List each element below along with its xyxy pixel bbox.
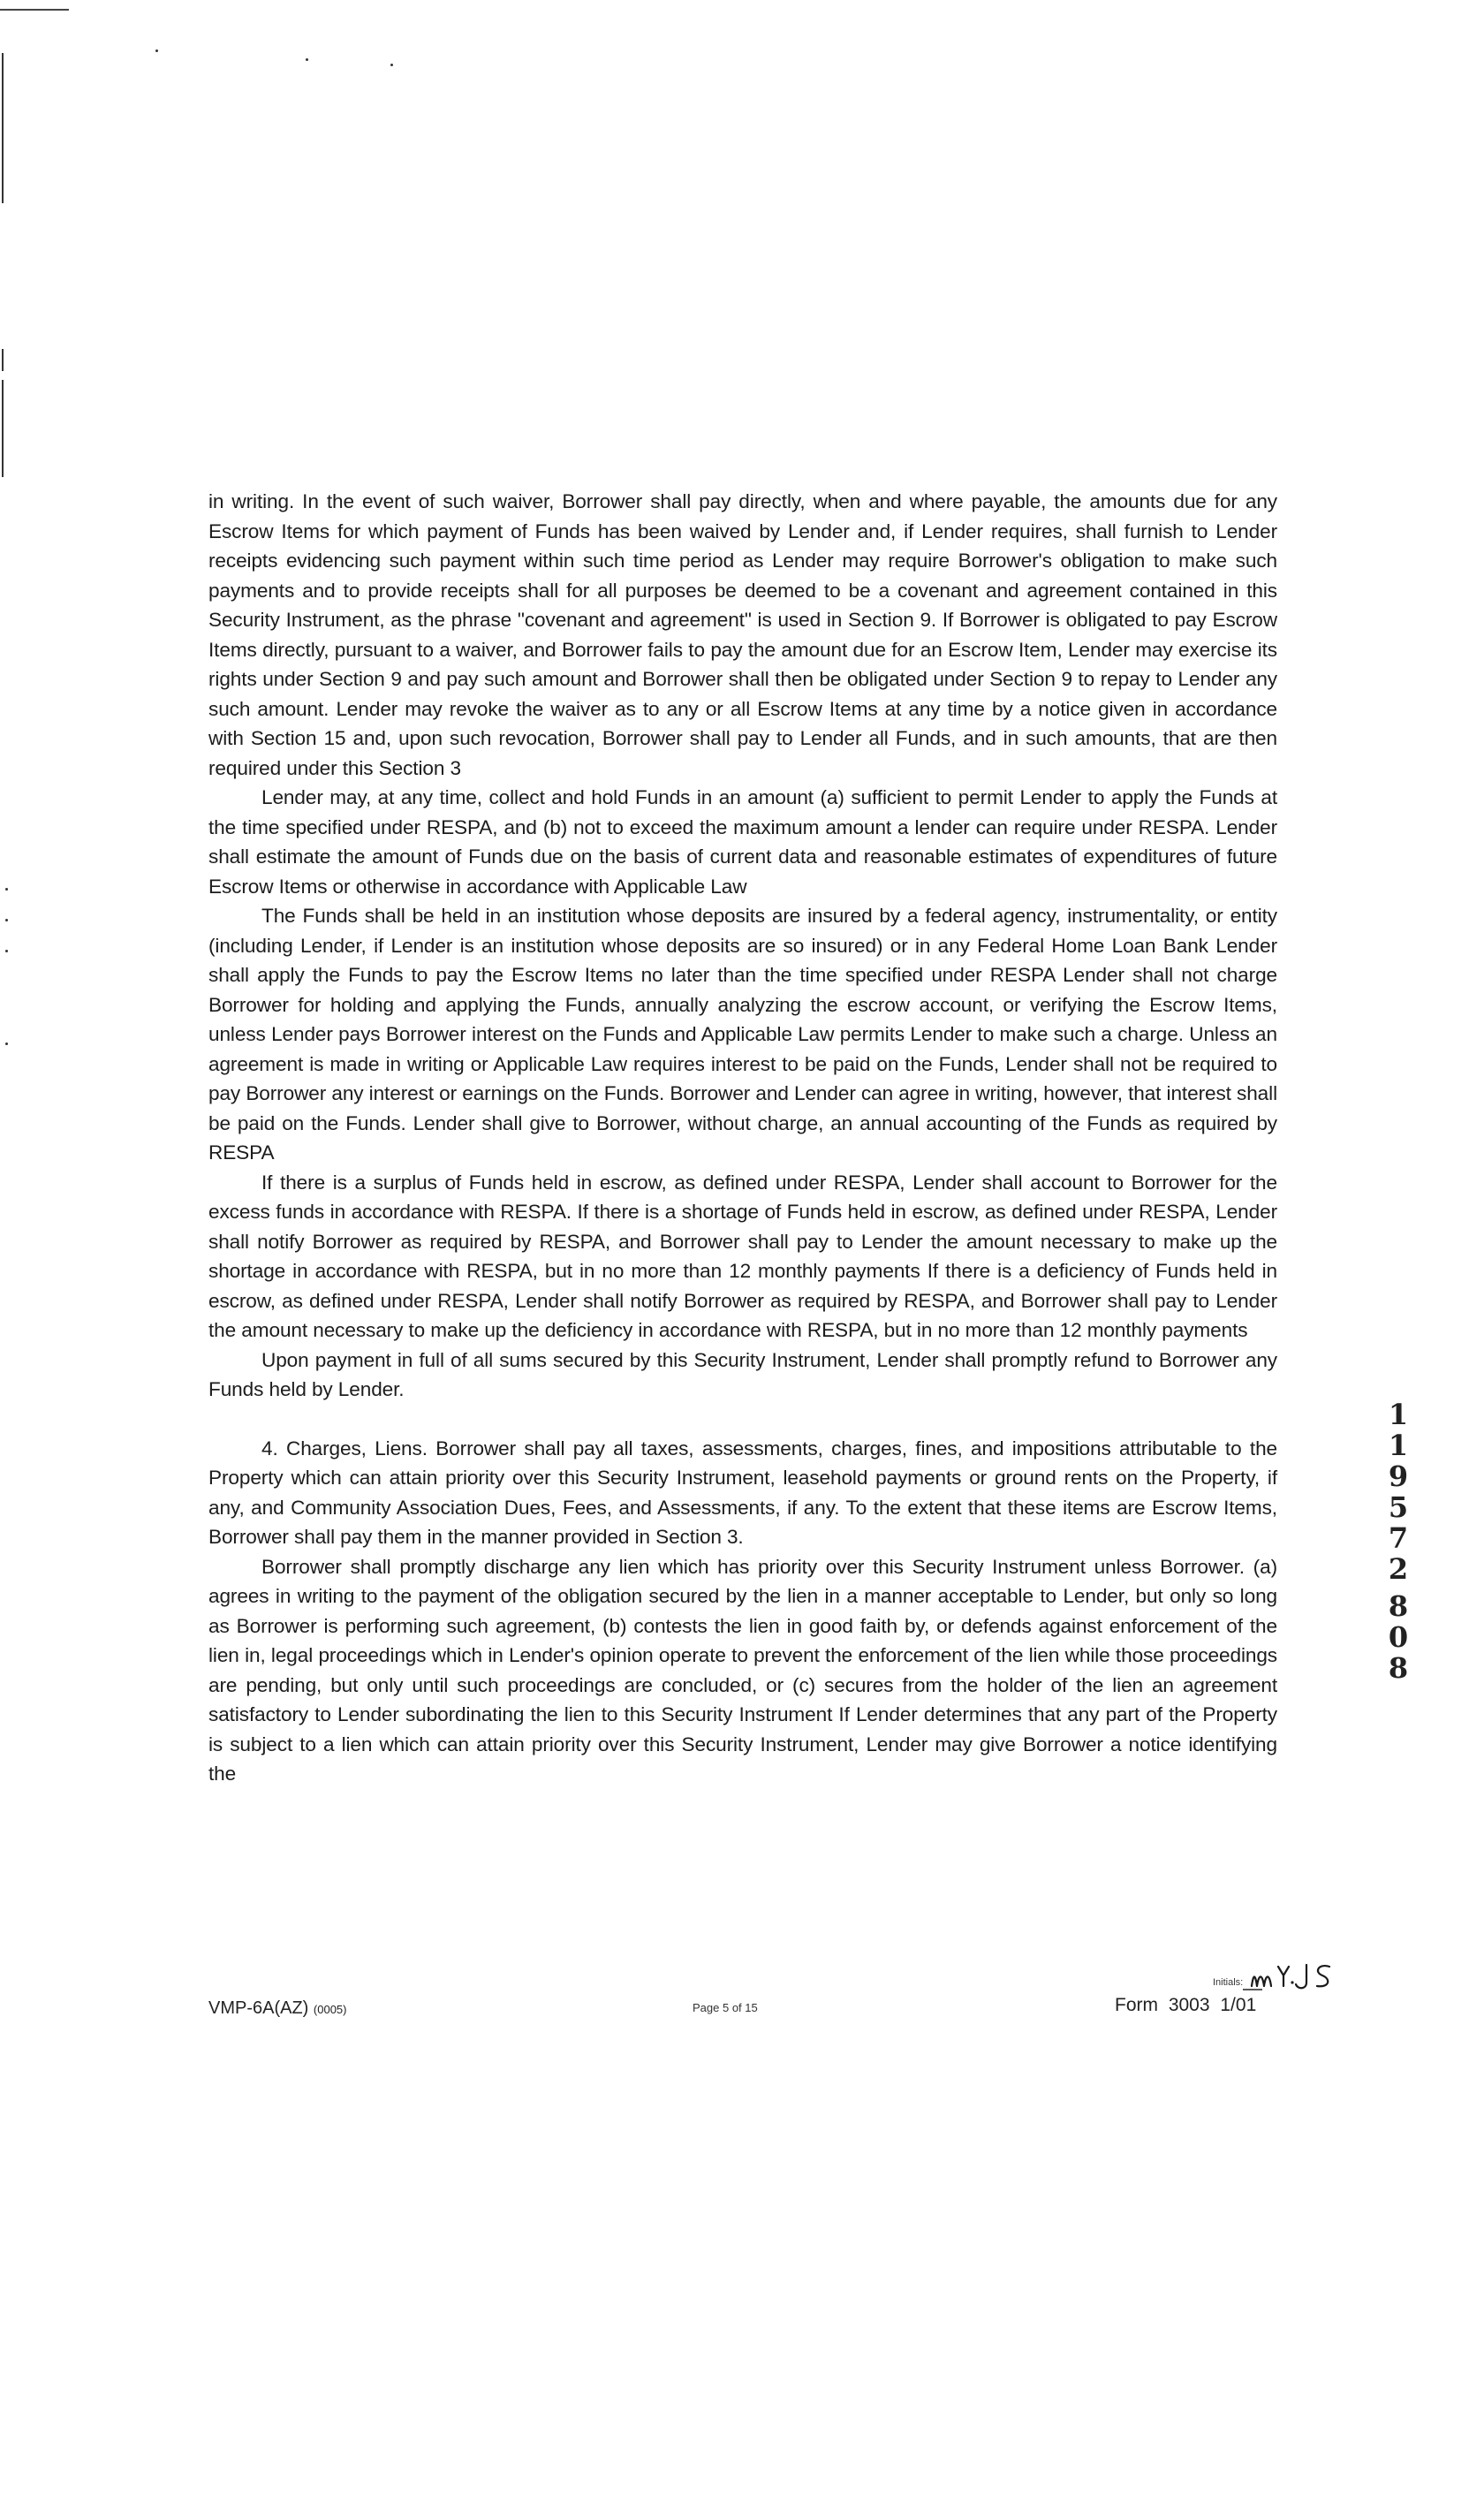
footer-form-number: Form 3003 1/01 <box>1115 1995 1257 2015</box>
stamp-digit: 1 <box>1388 1429 1409 1462</box>
paragraph-discharge-lien: Borrower shall promptly discharge any lien which has priority over this Security Instrument unless Borrower. (a) agrees in writing to the payment of the obligation secured by the lien in a manner acceptable to Lender, but only so long as Borrower is performing such agreement, (b) contests the lien in good faith by, or defends against enforcement of the lien in, legal proceedings which in Lender's opinion operate to prevent the enforcement of the lien while those proceedings are pending, but only until such proceedings are concluded, or (c) secures from the holder of the lien an agreement satisfactory to Lender subordinating the lien to this Security Instrument If Lender determines that any part of the Property is subject to a lien which can attain priority over this Security Instrument, Lender may give Borrower a notice identifying the <box>208 1555 1277 1785</box>
recording-number-stamp <box>1381 1399 1416 1684</box>
footer-page-number: Page 5 of 15 <box>693 2001 758 2014</box>
document-body <box>208 487 1277 1789</box>
stamp-digit: 0 <box>1388 1620 1409 1654</box>
stamp-digit: 2 <box>1388 1552 1409 1586</box>
scan-dot <box>390 64 393 66</box>
stamp-digit: 1 <box>1388 1398 1409 1431</box>
scan-artifact-line <box>0 9 69 11</box>
stamp-digit: 5 <box>1388 1490 1409 1524</box>
paragraph-refund: Upon payment in full of all sums secured by this Security Instrument, Lender shall promptly refund to Borrower any Funds held by Lender. <box>208 1348 1277 1400</box>
form-code-suffix: (0005) <box>313 2003 347 2016</box>
scan-edge-mark <box>2 380 4 477</box>
paragraph-surplus: If there is a surplus of Funds held in escrow, as defined under RESPA, Lender shall account to Borrower for the excess funds in accordance with RESPA. If there is a shortage of Funds held in escrow, as defined under RESPA, Lender shall notify Borrower as required by RESPA, and Borrower shall pay to Lender the amount necessary to make up the shortage in accordance with RESPA, but in no more than 12 monthly payments If there is a deficiency of Funds held in escrow, as defined under RESPA, Lender shall notify Borrower as required by RESPA, and Borrower shall pay to Lender the amount necessary to make up the deficiency in accordance with RESPA, but in no more than 12 monthly payments <box>208 1171 1277 1341</box>
scan-dot <box>5 888 8 891</box>
scan-dot <box>5 919 8 921</box>
scan-edge-mark <box>2 53 4 203</box>
scan-dot <box>5 1042 8 1045</box>
section-4-charges-liens: 4. Charges, Liens. Borrower shall pay all taxes, assessments, charges, fines, and impositions attributable to the Property which can attain priority over this Security Instrument, leasehold payments or ground rents on the Property, if any, and Community Association Dues, Fees, and Assessments, if any. To the extent that these items are Escrow Items, Borrower shall pay them in the manner provided in Section 3. <box>208 1437 1277 1548</box>
scan-dot <box>155 49 158 52</box>
scan-dot <box>5 950 8 952</box>
footer-form-code <box>208 1998 346 2019</box>
stamp-digit: 7 <box>1388 1521 1409 1555</box>
paragraph-funds-held: The Funds shall be held in an institution whose deposits are insured by a federal agency, instrumentality, or entity (including Lender, if Lender is an institution whose deposits are so insured) or in any Federal Home Loan Bank Lender shall apply the Funds to pay the Escrow Items no later than the time specified under RESPA Lender shall not charge Borrower for holding and applying the Funds, annually analyzing the escrow account, or verifying the Escrow Items, unless Lender pays Borrower interest on the Funds and Applicable Law permits Lender to make such a charge. Unless an agreement is made in writing or Applicable Law requires interest to be paid on the Funds, Lender shall not be required to pay Borrower any interest or earnings on the Funds. Borrower and Lender can agree in writing, however, that interest shall be paid on the Funds. Lender shall give to Borrower, without charge, an annual accounting of the Funds as required by RESPA <box>208 905 1277 1164</box>
stamp-digit: 8 <box>1388 1589 1409 1623</box>
paragraph-collect-funds: Lender may, at any time, collect and hold Funds in an amount (a) sufficient to permit Lender to apply the Funds at the time specified under RESPA, and (b) not to exceed the maximum amount a lender can require under RESPA. Lender shall estimate the amount of Funds due on the basis of current data and reasonable estimates of expenditures of future Escrow Items or otherwise in accordance with Applicable Law <box>208 786 1277 898</box>
form-code: VMP-6A(AZ) <box>208 1998 309 2018</box>
stamp-digit: 8 <box>1388 1651 1409 1685</box>
stamp-digit: 9 <box>1388 1460 1409 1493</box>
scan-dot <box>306 58 308 61</box>
scan-edge-mark <box>2 349 4 371</box>
initials-signature <box>1243 1956 1345 1997</box>
initials-label: Initials: <box>1213 1977 1244 1988</box>
paragraph-waiver: in writing. In the event of such waiver, Borrower shall pay directly, when and where payable, the amounts due for any Escrow Items for which payment of Funds has been waived by Lender and, if Lender requires, shall furnish to Lender receipts evidencing such payment within such time period as Lender may require Borrower's obligation to make such payments and to provide receipts shall for all purposes be deemed to be a covenant and agreement contained in this Security Instrument, as the phrase "covenant and agreement" is used in Section 9. If Borrower is obligated to pay Escrow Items directly, pursuant to a waiver, and Borrower fails to pay the amount due for an Escrow Item, Lender may exercise its rights under Section 9 and pay such amount and Borrower shall then be obligated under Section 9 to repay to Lender any such amount. Lender may revoke the waiver as to any or all Escrow Items at any time by a notice given in accordance with Section 15 and, upon such revocation, Borrower shall pay to Lender all Funds, and in such amounts, that are then required under this Section 3 <box>208 490 1277 779</box>
initials-block <box>1213 1956 1345 2000</box>
